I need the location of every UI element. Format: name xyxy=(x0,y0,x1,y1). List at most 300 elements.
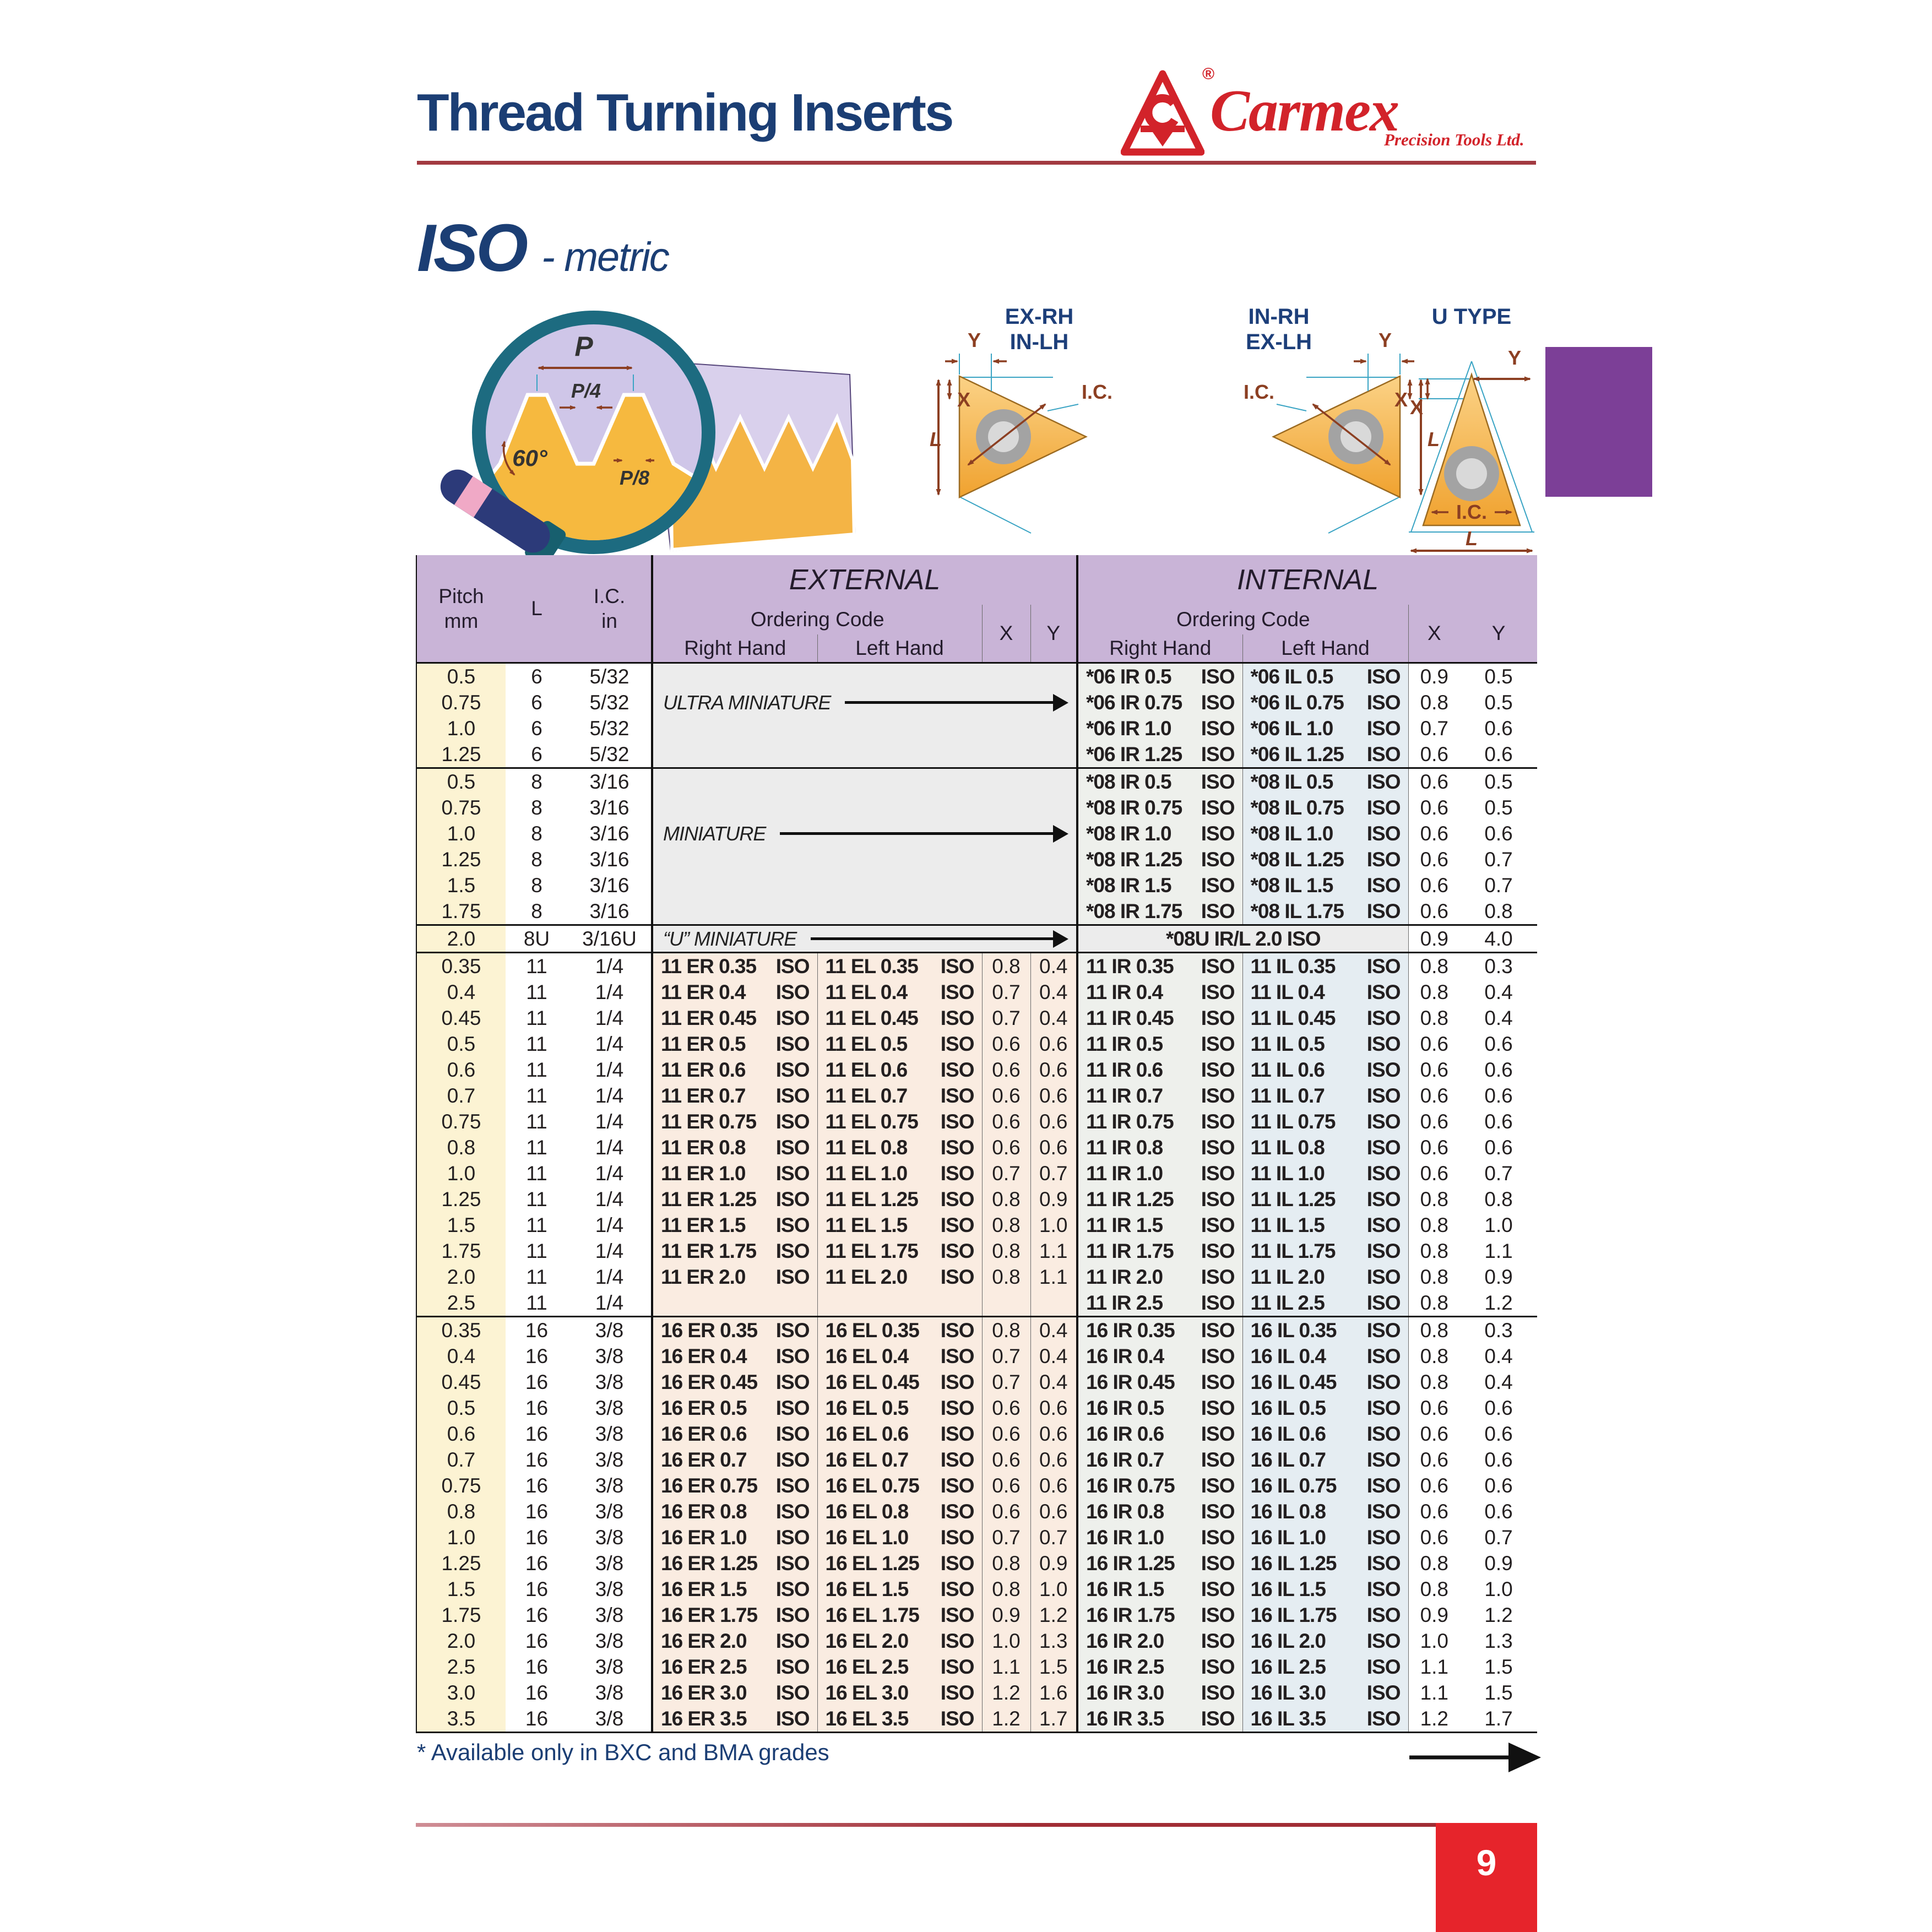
external-y-cell: 0.6 xyxy=(1030,1447,1077,1473)
pitch-cell: 0.5 xyxy=(416,1395,506,1421)
external-lh-code: 11 EL 0.75 ISO xyxy=(817,1109,982,1135)
external-rh-code: 11 ER 1.5 ISO xyxy=(652,1212,817,1238)
header-right-hand-external: Right Hand xyxy=(652,634,817,663)
internal-y-cell: 1.0 xyxy=(1460,1576,1537,1602)
table-row xyxy=(416,1447,1537,1473)
page-color-tab xyxy=(1545,347,1652,497)
external-y-cell: 0.9 xyxy=(1030,1550,1077,1576)
internal-rh-code: 16 IR 3.0 ISO xyxy=(1077,1680,1242,1706)
external-rh-code: 16 ER 1.75 ISO xyxy=(652,1602,817,1628)
external-x-cell: 0.7 xyxy=(982,979,1030,1005)
pitch-cell: 0.75 xyxy=(416,1109,506,1135)
header-x-external: X xyxy=(982,605,1030,663)
external-y-cell: 1.2 xyxy=(1030,1602,1077,1628)
internal-lh-code: 16 IL 0.5 ISO xyxy=(1242,1395,1408,1421)
external-rh-code: 11 ER 0.6 ISO xyxy=(652,1057,817,1083)
internal-x-cell: 0.8 xyxy=(1408,1369,1460,1395)
external-note-label: “U” MINIATURE xyxy=(663,927,797,950)
external-rh-code: 16 ER 0.5 ISO xyxy=(652,1395,817,1421)
internal-y-cell: 0.6 xyxy=(1460,1031,1537,1057)
l-cell: 16 xyxy=(525,1474,549,1497)
table-row xyxy=(416,1576,1537,1602)
ic-cell: 1/4 xyxy=(595,1291,624,1314)
label-p8: P/8 xyxy=(619,466,650,489)
internal-rh-code: 11 IR 1.75 ISO xyxy=(1077,1238,1242,1264)
external-y-cell: 0.6 xyxy=(1030,1031,1077,1057)
registered-mark: ® xyxy=(1202,65,1215,83)
external-rh-code: 16 ER 0.35 ISO xyxy=(652,1317,817,1344)
pitch-cell: 0.45 xyxy=(416,1369,506,1395)
external-rh-code: 16 ER 1.25 ISO xyxy=(652,1550,817,1576)
ic-cell: 3/8 xyxy=(595,1551,624,1575)
table-row xyxy=(416,663,1537,690)
internal-rh-code: 11 IR 0.45 ISO xyxy=(1077,1005,1242,1031)
table-row xyxy=(416,1499,1537,1524)
header-x-internal: X xyxy=(1408,605,1460,663)
l-cell: 11 xyxy=(526,1110,547,1133)
external-lh-code: 11 EL 0.4 ISO xyxy=(817,979,982,1005)
l-cell: 11 xyxy=(526,1162,547,1185)
internal-x-cell: 0.6 xyxy=(1408,821,1460,846)
external-y-cell: 1.6 xyxy=(1030,1680,1077,1706)
internal-x-cell: 0.6 xyxy=(1408,1421,1460,1447)
insert3-dim-y: Y xyxy=(1507,346,1522,369)
internal-x-cell: 0.8 xyxy=(1408,1212,1460,1238)
table-row xyxy=(416,1369,1537,1395)
pitch-cell: 1.25 xyxy=(416,846,506,872)
internal-lh-code: 11 IL 0.5 ISO xyxy=(1242,1031,1408,1057)
internal-rh-code: 16 IR 0.5 ISO xyxy=(1077,1395,1242,1421)
internal-rh-code: *06 IR 0.75 ISO xyxy=(1077,690,1242,715)
internal-rh-code: *08 IR 1.25 ISO xyxy=(1077,846,1242,872)
ic-cell: 3/16 xyxy=(589,822,629,845)
internal-x-cell: 1.1 xyxy=(1408,1654,1460,1680)
internal-rh-code: 11 IR 1.5 ISO xyxy=(1077,1212,1242,1238)
external-lh-code: 16 EL 0.7 ISO xyxy=(817,1447,982,1473)
l-cell: 16 xyxy=(525,1681,549,1704)
internal-lh-code: 11 IL 0.8 ISO xyxy=(1242,1135,1408,1160)
internal-rh-code: 16 IR 2.5 ISO xyxy=(1077,1654,1242,1680)
internal-rh-code: 11 IR 1.25 ISO xyxy=(1077,1186,1242,1212)
l-cell: 16 xyxy=(525,1707,549,1730)
internal-y-cell: 0.6 xyxy=(1460,1083,1537,1109)
internal-lh-code: 16 IL 1.75 ISO xyxy=(1242,1602,1408,1628)
pitch-cell: 3.5 xyxy=(416,1706,506,1733)
internal-x-cell: 0.7 xyxy=(1408,715,1460,741)
internal-rh-code: 16 IR 3.5 ISO xyxy=(1077,1706,1242,1733)
insert2-dim-y: Y xyxy=(1378,329,1392,351)
l-cell: 16 xyxy=(525,1526,549,1549)
external-lh-code: 11 EL 1.0 ISO xyxy=(817,1160,982,1186)
internal-lh-code: 11 IL 0.6 ISO xyxy=(1242,1057,1408,1083)
internal-y-cell: 4.0 xyxy=(1460,925,1537,953)
external-lh-code: 16 EL 0.4 ISO xyxy=(817,1343,982,1369)
external-y-cell: 0.4 xyxy=(1030,953,1077,980)
external-rh-code: 16 ER 0.6 ISO xyxy=(652,1421,817,1447)
internal-rh-code: 16 IR 0.8 ISO xyxy=(1077,1499,1242,1524)
ic-cell: 5/32 xyxy=(589,717,629,740)
external-y-cell: 0.6 xyxy=(1030,1473,1077,1499)
internal-lh-code: *06 IL 0.75 ISO xyxy=(1242,690,1408,715)
l-cell: 6 xyxy=(531,717,542,740)
internal-rh-code: *08 IR 1.75 ISO xyxy=(1077,898,1242,925)
pitch-cell: 0.4 xyxy=(416,979,506,1005)
internal-lh-code: *08 IL 1.75 ISO xyxy=(1242,898,1408,925)
internal-y-cell: 0.6 xyxy=(1460,1109,1537,1135)
pitch-cell: 1.5 xyxy=(416,1212,506,1238)
external-x-cell: 0.6 xyxy=(982,1135,1030,1160)
insert3-label: U TYPE xyxy=(1431,305,1512,329)
pitch-cell: 1.5 xyxy=(416,872,506,898)
thread-profile-illustration xyxy=(412,297,866,563)
internal-y-cell: 1.1 xyxy=(1460,1238,1537,1264)
internal-rh-code: 16 IR 1.5 ISO xyxy=(1077,1576,1242,1602)
external-x-cell: 0.6 xyxy=(982,1031,1030,1057)
external-note-cell xyxy=(652,768,1077,925)
internal-rh-code: 16 IR 0.75 ISO xyxy=(1077,1473,1242,1499)
external-y-cell: 0.7 xyxy=(1030,1160,1077,1186)
internal-x-cell: 0.8 xyxy=(1408,979,1460,1005)
external-note-cell xyxy=(652,925,1077,953)
internal-y-cell: 0.9 xyxy=(1460,1264,1537,1290)
external-lh-code: 11 EL 0.7 ISO xyxy=(817,1083,982,1109)
internal-y-cell: 0.6 xyxy=(1460,1499,1537,1524)
external-lh-code: 11 EL 0.8 ISO xyxy=(817,1135,982,1160)
internal-x-cell: 0.6 xyxy=(1408,1109,1460,1135)
ic-cell: 3/8 xyxy=(595,1577,624,1600)
insert1-dim-y: Y xyxy=(967,329,981,351)
internal-y-cell: 0.5 xyxy=(1460,663,1537,690)
external-rh-code: 16 ER 3.0 ISO xyxy=(652,1680,817,1706)
external-lh-code: 11 EL 0.6 ISO xyxy=(817,1057,982,1083)
ic-cell: 1/4 xyxy=(595,1213,624,1236)
ic-cell: 1/4 xyxy=(595,1110,624,1133)
carmex-triangle-icon xyxy=(1121,69,1204,156)
l-cell: 16 xyxy=(506,1317,568,1344)
label-angle: 60° xyxy=(512,445,547,471)
internal-x-cell: 0.6 xyxy=(1408,741,1460,768)
ic-cell: 3/8 xyxy=(595,1629,624,1652)
header-pitch: Pitch mm xyxy=(416,555,506,663)
external-rh-code: 11 ER 1.25 ISO xyxy=(652,1186,817,1212)
ic-cell: 3/8 xyxy=(595,1681,624,1704)
internal-rh-code: 11 IR 2.5 ISO xyxy=(1077,1290,1242,1317)
external-x-cell: 0.6 xyxy=(982,1447,1030,1473)
ic-cell: 5/32 xyxy=(589,691,629,714)
pitch-cell: 0.5 xyxy=(416,663,506,690)
external-x-cell: 0.8 xyxy=(982,953,1030,980)
external-lh-code: 11 EL 0.45 ISO xyxy=(817,1005,982,1031)
section-title: ISO xyxy=(417,210,527,285)
internal-y-cell: 0.6 xyxy=(1460,1473,1537,1499)
page-number: 9 xyxy=(1476,1842,1497,1883)
ic-cell: 5/32 xyxy=(568,663,652,690)
table-row xyxy=(416,1238,1537,1264)
header-right-hand-internal: Right Hand xyxy=(1077,634,1242,663)
external-lh-code: 16 EL 1.0 ISO xyxy=(817,1524,982,1550)
external-lh-code: 11 EL 1.25 ISO xyxy=(817,1186,982,1212)
l-cell: 11 xyxy=(526,1006,547,1029)
external-rh-code: 16 ER 0.7 ISO xyxy=(652,1447,817,1473)
l-cell: 16 xyxy=(525,1370,549,1393)
ic-cell: 1/4 xyxy=(595,980,624,1003)
internal-rh-code: *08 IR 0.75 ISO xyxy=(1077,795,1242,821)
external-y-cell: 0.6 xyxy=(1030,1135,1077,1160)
external-y-cell: 0.6 xyxy=(1030,1499,1077,1524)
external-x-cell: 0.6 xyxy=(982,1421,1030,1447)
internal-y-cell: 0.5 xyxy=(1460,768,1537,795)
l-cell: 8U xyxy=(506,925,568,953)
internal-x-cell: 0.6 xyxy=(1408,1057,1460,1083)
ic-cell: 3/8 xyxy=(595,1396,624,1419)
external-y-cell: 0.6 xyxy=(1030,1057,1077,1083)
internal-y-cell: 0.3 xyxy=(1460,1317,1537,1344)
internal-y-cell: 0.6 xyxy=(1460,741,1537,768)
table-row xyxy=(416,1550,1537,1576)
external-y-cell: 1.0 xyxy=(1030,1212,1077,1238)
internal-rh-code: 11 IR 0.7 ISO xyxy=(1077,1083,1242,1109)
l-cell: 6 xyxy=(531,691,542,714)
external-rh-code: 11 ER 0.8 ISO xyxy=(652,1135,817,1160)
l-cell: 8 xyxy=(531,848,542,871)
internal-y-cell: 0.8 xyxy=(1460,1186,1537,1212)
internal-rh-code: 11 IR 0.4 ISO xyxy=(1077,979,1242,1005)
table-row xyxy=(416,1290,1537,1317)
internal-y-cell: 1.0 xyxy=(1460,1212,1537,1238)
internal-lh-code: 11 IL 0.4 ISO xyxy=(1242,979,1408,1005)
table-row xyxy=(416,1160,1537,1186)
insert1-label-top: EX-RH xyxy=(1005,305,1074,329)
ic-cell: 3/16 xyxy=(589,873,629,897)
internal-rh-code: 16 IR 0.4 ISO xyxy=(1077,1343,1242,1369)
l-cell: 16 xyxy=(525,1577,549,1600)
internal-lh-code: 11 IL 1.75 ISO xyxy=(1242,1238,1408,1264)
internal-lh-code: 16 IL 0.75 ISO xyxy=(1242,1473,1408,1499)
l-cell: 11 xyxy=(526,1058,547,1081)
external-x-cell: 0.7 xyxy=(982,1005,1030,1031)
l-cell: 11 xyxy=(526,1084,547,1107)
internal-lh-code: *08 IL 1.25 ISO xyxy=(1242,846,1408,872)
external-lh-code: 16 EL 2.0 ISO xyxy=(817,1628,982,1654)
l-cell: 6 xyxy=(506,663,568,690)
footer-divider xyxy=(416,1823,1436,1827)
pitch-cell: 1.0 xyxy=(416,821,506,846)
table-row xyxy=(416,1057,1537,1083)
external-y-cell: 1.7 xyxy=(1030,1706,1077,1733)
internal-x-cell: 0.6 xyxy=(1408,1524,1460,1550)
header-l: L xyxy=(506,555,568,663)
pitch-cell: 1.25 xyxy=(416,1186,506,1212)
external-y-cell: 0.4 xyxy=(1030,1369,1077,1395)
ic-cell: 3/8 xyxy=(568,1317,652,1344)
internal-lh-code: 16 IL 2.5 ISO xyxy=(1242,1654,1408,1680)
internal-x-cell: 0.6 xyxy=(1408,795,1460,821)
external-y-cell: 0.4 xyxy=(1030,1317,1077,1344)
external-lh-code: 16 EL 1.25 ISO xyxy=(817,1550,982,1576)
pitch-cell: 1.75 xyxy=(416,1238,506,1264)
external-lh-code: 16 EL 1.75 ISO xyxy=(817,1602,982,1628)
external-lh-code: 16 EL 0.75 ISO xyxy=(817,1473,982,1499)
l-cell: 11 xyxy=(526,1239,547,1262)
internal-y-cell: 0.7 xyxy=(1460,1524,1537,1550)
internal-rh-code: 11 IR 0.5 ISO xyxy=(1077,1031,1242,1057)
ic-cell: 3/8 xyxy=(595,1526,624,1549)
internal-lh-code: 11 IL 0.7 ISO xyxy=(1242,1083,1408,1109)
ic-cell: 1/4 xyxy=(595,1187,624,1211)
external-x-cell: 0.8 xyxy=(982,1212,1030,1238)
l-cell: 8 xyxy=(531,796,542,819)
ic-cell: 3/16 xyxy=(589,848,629,871)
internal-lh-code: 11 IL 0.45 ISO xyxy=(1242,1005,1408,1031)
internal-x-cell: 0.9 xyxy=(1408,663,1460,690)
l-cell: 8 xyxy=(531,873,542,897)
internal-y-cell: 1.7 xyxy=(1460,1706,1537,1733)
external-x-cell: 0.8 xyxy=(982,1264,1030,1290)
internal-lh-code: 16 IL 0.6 ISO xyxy=(1242,1421,1408,1447)
table-row xyxy=(416,1473,1537,1499)
internal-x-cell: 0.9 xyxy=(1408,1602,1460,1628)
internal-y-cell: 0.4 xyxy=(1460,1343,1537,1369)
l-cell: 16 xyxy=(525,1448,549,1471)
internal-y-cell: 0.5 xyxy=(1460,690,1537,715)
internal-rh-code: 16 IR 1.75 ISO xyxy=(1077,1602,1242,1628)
internal-rh-code: 16 IR 2.0 ISO xyxy=(1077,1628,1242,1654)
external-x-cell xyxy=(982,1290,1030,1317)
external-x-cell: 1.2 xyxy=(982,1680,1030,1706)
internal-x-cell: 0.8 xyxy=(1408,1343,1460,1369)
pitch-cell: 0.35 xyxy=(416,1317,506,1344)
header-ordering-code-internal: Ordering Code xyxy=(1077,605,1408,634)
table-row xyxy=(416,1109,1537,1135)
internal-x-cell: 1.1 xyxy=(1408,1680,1460,1706)
ic-cell: 1/4 xyxy=(595,1006,624,1029)
internal-rh-code: *08 IR 1.5 ISO xyxy=(1077,872,1242,898)
external-y-cell: 1.1 xyxy=(1030,1238,1077,1264)
pitch-cell: 1.0 xyxy=(416,1160,506,1186)
l-cell: 11 xyxy=(526,1187,547,1211)
ic-cell: 3/8 xyxy=(595,1370,624,1393)
internal-x-cell: 0.8 xyxy=(1408,690,1460,715)
internal-lh-code: *08 IL 1.0 ISO xyxy=(1242,821,1408,846)
external-y-cell: 0.9 xyxy=(1030,1186,1077,1212)
external-lh-code xyxy=(817,1290,982,1317)
external-rh-code: 11 ER 0.4 ISO xyxy=(652,979,817,1005)
external-rh-code: 16 ER 1.0 ISO xyxy=(652,1524,817,1550)
table-row xyxy=(416,1005,1537,1031)
header-external: EXTERNAL xyxy=(652,555,1077,605)
external-lh-code: 11 EL 0.35 ISO xyxy=(817,953,982,980)
insert2-dim-l: L xyxy=(1428,428,1440,451)
external-y-cell: 0.4 xyxy=(1030,1005,1077,1031)
external-rh-code: 11 ER 0.45 ISO xyxy=(652,1005,817,1031)
internal-lh-code: 11 IL 2.0 ISO xyxy=(1242,1264,1408,1290)
table-row xyxy=(416,1083,1537,1109)
table-row xyxy=(416,1706,1537,1733)
external-y-cell: 0.6 xyxy=(1030,1109,1077,1135)
header-left-hand-external: Left Hand xyxy=(817,634,982,663)
external-rh-code: 16 ER 2.0 ISO xyxy=(652,1628,817,1654)
pitch-cell: 2.5 xyxy=(416,1290,506,1317)
internal-x-cell: 0.6 xyxy=(1408,1473,1460,1499)
pitch-cell: 1.75 xyxy=(416,898,506,925)
external-rh-code: 16 ER 0.4 ISO xyxy=(652,1343,817,1369)
header-ordering-code-external: Ordering Code xyxy=(652,605,982,634)
header-ic: I.C. in xyxy=(568,555,652,663)
external-lh-code: 11 EL 0.5 ISO xyxy=(817,1031,982,1057)
external-rh-code: 11 ER 1.75 ISO xyxy=(652,1238,817,1264)
insert2-label-bottom: EX-LH xyxy=(1246,330,1312,354)
internal-x-cell: 0.8 xyxy=(1408,953,1460,980)
l-cell: 11 xyxy=(526,1213,547,1236)
ic-cell: 3/8 xyxy=(595,1655,624,1678)
internal-lh-code: 16 IL 3.0 ISO xyxy=(1242,1680,1408,1706)
l-cell: 16 xyxy=(525,1422,549,1445)
external-y-cell: 0.6 xyxy=(1030,1395,1077,1421)
external-y-cell: 1.3 xyxy=(1030,1628,1077,1654)
internal-x-cell: 0.8 xyxy=(1408,1576,1460,1602)
external-y-cell: 0.6 xyxy=(1030,1083,1077,1109)
external-x-cell: 0.8 xyxy=(982,1576,1030,1602)
insert1-dim-ic: I.C. xyxy=(1082,381,1113,403)
header-left-hand-internal: Left Hand xyxy=(1242,634,1408,663)
internal-x-cell: 0.6 xyxy=(1408,846,1460,872)
internal-x-cell: 0.6 xyxy=(1408,898,1460,925)
external-lh-code: 16 EL 0.35 ISO xyxy=(817,1317,982,1344)
internal-lh-code: *08 IL 0.75 ISO xyxy=(1242,795,1408,821)
table-row xyxy=(416,1524,1537,1550)
page-number-tab xyxy=(1436,1823,1537,1932)
internal-x-cell: 0.6 xyxy=(1408,872,1460,898)
external-lh-code: 16 EL 0.8 ISO xyxy=(817,1499,982,1524)
internal-y-cell: 0.7 xyxy=(1460,1160,1537,1186)
internal-rh-code: *06 IR 0.5 ISO xyxy=(1077,663,1242,690)
internal-lh-code: 11 IL 1.5 ISO xyxy=(1242,1212,1408,1238)
internal-rh-code: 11 IR 0.8 ISO xyxy=(1077,1135,1242,1160)
internal-y-cell: 1.2 xyxy=(1460,1290,1537,1317)
internal-x-cell: 0.8 xyxy=(1408,1317,1460,1344)
internal-x-cell: 0.6 xyxy=(1408,1135,1460,1160)
table-row xyxy=(416,1031,1537,1057)
internal-y-cell: 0.4 xyxy=(1460,1369,1537,1395)
external-rh-code xyxy=(652,1290,817,1317)
l-cell: 16 xyxy=(525,1500,549,1523)
external-lh-code: 16 EL 0.5 ISO xyxy=(817,1395,982,1421)
l-cell: 16 xyxy=(525,1655,549,1678)
internal-lh-code: 16 IL 0.8 ISO xyxy=(1242,1499,1408,1524)
internal-rh-code: 16 IR 0.35 ISO xyxy=(1077,1317,1242,1344)
internal-x-cell: 0.6 xyxy=(1408,1031,1460,1057)
internal-rh-code: 16 IR 0.7 ISO xyxy=(1077,1447,1242,1473)
table-row xyxy=(416,1421,1537,1447)
table-row xyxy=(416,1264,1537,1290)
internal-rh-code: 11 IR 1.0 ISO xyxy=(1077,1160,1242,1186)
table-row xyxy=(416,1186,1537,1212)
internal-lh-code: 16 IL 0.7 ISO xyxy=(1242,1447,1408,1473)
external-x-cell: 0.6 xyxy=(982,1057,1030,1083)
table-row xyxy=(416,1395,1537,1421)
internal-rh-code: *08 IR 0.5 ISO xyxy=(1077,768,1242,795)
section-subtitle: - metric xyxy=(541,234,669,280)
internal-y-cell: 0.5 xyxy=(1460,795,1537,821)
ic-cell: 3/8 xyxy=(595,1448,624,1471)
internal-merged-code: *08U IR/L 2.0 ISO xyxy=(1077,925,1408,953)
table-row xyxy=(416,953,1537,980)
external-rh-code: 16 ER 0.45 ISO xyxy=(652,1369,817,1395)
internal-lh-code: *08 IL 1.5 ISO xyxy=(1242,872,1408,898)
pitch-cell: 0.7 xyxy=(416,1083,506,1109)
external-y-cell: 0.7 xyxy=(1030,1524,1077,1550)
table-row xyxy=(416,1654,1537,1680)
